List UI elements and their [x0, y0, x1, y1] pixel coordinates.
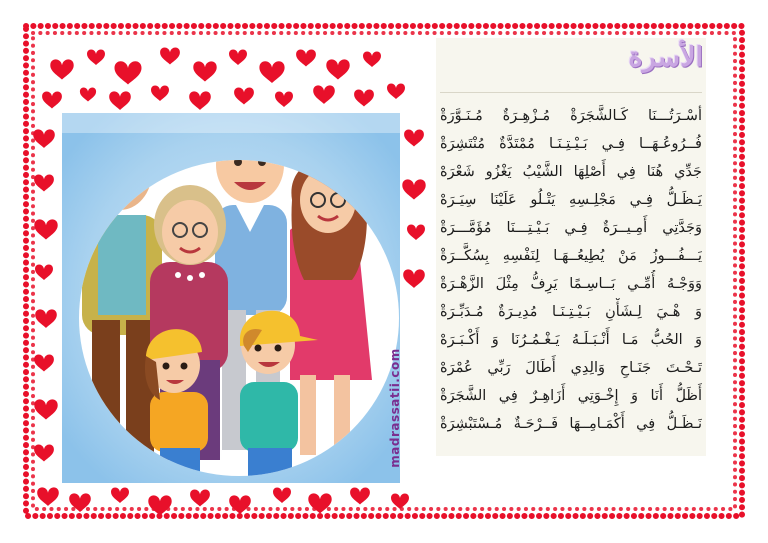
title-divider: [440, 92, 702, 93]
heart-decoration-15: [189, 91, 211, 110]
watermark: [385, 320, 405, 495]
heart-decoration-30: [404, 129, 424, 146]
heart-decoration-28: [34, 444, 54, 461]
heart-decoration-36: [148, 495, 171, 515]
heart-decoration-39: [273, 488, 291, 504]
heart-decoration-5: [193, 61, 216, 81]
heart-decoration-11: [42, 91, 62, 108]
heart-decoration-29: [37, 487, 59, 506]
poem-verse-6: يَـــفُـــوزُ مَنْ يُطِيعُــهَـا لِنَفْسِهِ بِسُكَّــرَةْ: [440, 248, 702, 264]
heart-decoration-23: [34, 219, 57, 239]
heart-decoration-9: [326, 59, 349, 79]
heart-decoration-41: [350, 487, 370, 504]
poem-verse-8: وَ هْـيَ لِـشَأْنِ بَـيْـتِـنَـا مُدِيـرَةٌ مُـدَبِّـرَةْ: [440, 304, 702, 320]
heart-decoration-32: [407, 225, 425, 241]
watermark-text: madrassatii.com: [388, 347, 402, 468]
poem-verse-4: يَـظَـلُّ فِـي مَجْلِـسِهِ يَتْـلُو عَلَيْنَا سِيَـرَهْ: [440, 192, 702, 208]
heart-decoration-10: [363, 52, 381, 68]
heart-decoration-3: [115, 61, 142, 84]
poem-verse-3: جَدِّي هُنَا فِي أَصْلِهَا الشَّيْبُ يَغْزُو شَعْرَهْ: [440, 164, 702, 180]
poem-verse-2: فُــرُوعُـهَــا فِـي بَـيْـتِـنَـا مُمْتَدَّةٌ مُنْتَشِرَةْ: [440, 136, 702, 152]
heart-decoration-7: [259, 61, 284, 83]
heart-decoration-12: [80, 88, 96, 102]
heart-decoration-8: [296, 49, 316, 66]
heart-decoration-27: [34, 399, 57, 419]
heart-decoration-38: [229, 495, 251, 514]
poem-title: الأسرة: [628, 42, 703, 73]
heart-decoration-2: [87, 50, 105, 66]
poem-verse-1: أسْـرَتُـــنَا كَـالشَّجَرَةْ مُـزْهِـرَةٌ مُـنَـوَّرَةْ: [440, 108, 702, 124]
heart-decoration-16: [234, 87, 254, 104]
heart-decoration-6: [229, 50, 247, 66]
heart-decoration-17: [275, 92, 293, 108]
heart-decoration-25: [35, 309, 57, 328]
heart-decoration-20: [387, 84, 405, 100]
poem-verse-12: نَـظَـلُّ فِي أَكْمَـامِــهَا فَــرْحَـةٌ مُـسْتَبْشِرَةْ: [440, 416, 702, 432]
heart-decoration-18: [313, 85, 335, 104]
poem-verse-7: وَوَجْـهُ أُمِّـي بَــاسِـمًا يَرِفُّ مِثْلَ الزَّهْـرَةْ: [440, 276, 702, 292]
poem-verse-5: وَجَدَّتِي أَمِـيــرَةٌ فِـي بَـيْـتِـــنَا مُؤَمَّـــرَةْ: [440, 220, 702, 236]
heart-decoration-21: [33, 129, 55, 148]
poem-verse-11: أَظَلُّ أَنَا وَ إِخْـوَتِي أَزَاهِـرٌ فِي الشَّجَرَةْ: [440, 388, 702, 404]
poem-verse-10: تَـحْـتَ جَنَـاحِ وَالِدِي أَطَالَ رَبِّي عُمْرَهْ: [440, 360, 702, 376]
heart-decoration-42: [391, 494, 409, 510]
heart-decoration-37: [190, 489, 210, 506]
heart-decoration-14: [151, 86, 169, 102]
heart-decoration-35: [111, 488, 129, 504]
heart-decoration-1: [50, 59, 73, 79]
heart-decoration-26: [34, 354, 54, 371]
heart-decoration-22: [34, 174, 54, 191]
heart-decoration-4: [160, 47, 180, 64]
heart-decoration-24: [35, 265, 53, 281]
heart-decoration-31: [402, 179, 425, 199]
poem-verse-9: وَ الحُبُّ مَـا أَنْـبَـلَـهُ يَـغْـمُـرُنَا وَ أَكْـبَـرَهْ: [440, 332, 702, 348]
heart-decoration-13: [109, 91, 131, 110]
heart-decoration-33: [403, 269, 425, 288]
heart-decoration-19: [354, 89, 374, 106]
